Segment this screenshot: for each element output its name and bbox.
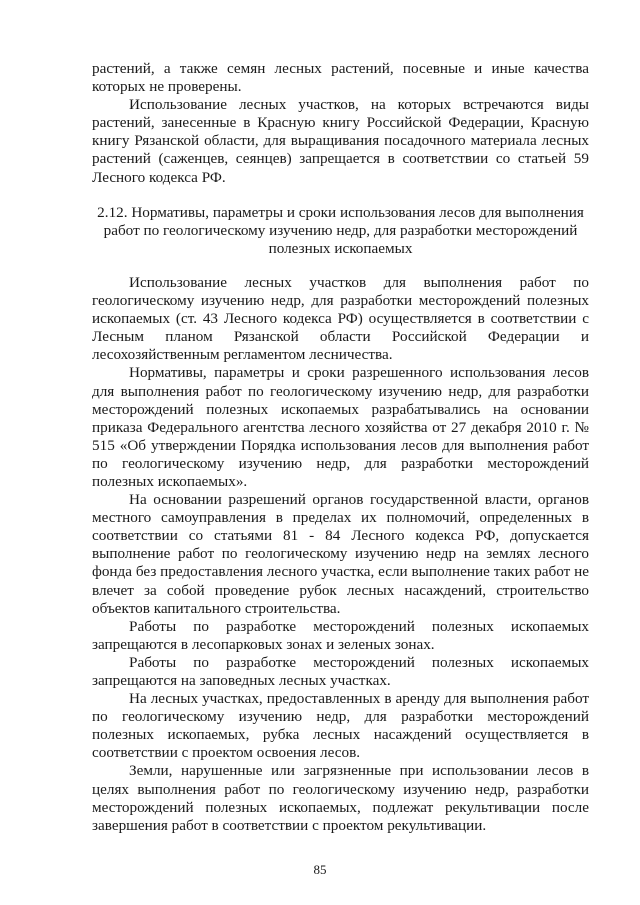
paragraph-norms: Нормативы, параметры и сроки разрешенного использования лесов для выполнения работ по геологическому изучению недр, для разработки месторождений полезных ископаемых разрабатывались на основании приказа Федерального агентства лесного хозяйства от 27 декабря 2010 г. № 515 «Об утверждении Порядка использования лесов для выполнения работ по геологическому изучению недр, для разработки месторождений полезных ископаемых». [92,364,589,490]
section-heading: 2.12. Нормативы, параметры и сроки использования лесов для выполнения работ по геологическому изучению недр, для разработки месторождений полезных ископаемых [97,203,584,257]
paragraph-forest-park-ban: Работы по разработке месторождений полезных ископаемых запрещаются в лесопарковых зонах и зеленых зонах. [92,617,589,653]
paragraph-use-of-plots: Использование лесных участков для выполнения работ по геологическому изучению недр, для разработки месторождений полезных ископаемых (ст. 43 Лесного кодекса РФ) осуществляется в соответствии с Лесным планом Рязанской области Российской Федерации и лесохозяйственным регламентом лесничества. [92,273,589,364]
document-page [92,60,589,835]
page-number: 85 [313,862,327,877]
paragraph-leased-plots: На лесных участках, предоставленных в аренду для выполнения работ по геологическому изучению недр, для разработки месторождений полезных ископаемых, рубка лесных насаждений осуществляется в соответствии с проектом освоения лесов. [92,690,589,762]
paragraph-continuation: растений, а также семян лесных растений, посевные и иные качества которых не проверены. [92,60,589,96]
paragraph-recultivation: Земли, нарушенные или загрязненные при использовании лесов в целях выполнения работ по геологическому изучению недр, разработки месторождений полезных ископаемых, подлежат рекультивации после завершения работ в соответствии с проектом рекультивации. [92,762,589,834]
paragraph-reserve-ban: Работы по разработке месторождений полезных ископаемых запрещаются на заповедных лесных участках. [92,653,589,689]
paragraph-permissions: На основании разрешений органов государственной власти, органов местного самоуправления в пределах их полномочий, определенных в соответствии со статьями 81 - 84 Лесного кодекса РФ, допускается выполнение работ по геологическому изучению недр на землях лесного фонда без предоставления лесного участка, если выполнение таких работ не влечет за собой проведение рубок лесных насаждений, строительство объектов капитального строительства. [92,491,589,617]
paragraph-red-book: Использование лесных участков, на которых встречаются виды растений, занесенные в Красную книгу Российской Федерации, Красную книгу Рязанской области, для выращивания посадочного материала лесных растений (саженцев, сеянцев) запрещается в соответствии со статьей 59 Лесного кодекса РФ. [92,96,589,186]
